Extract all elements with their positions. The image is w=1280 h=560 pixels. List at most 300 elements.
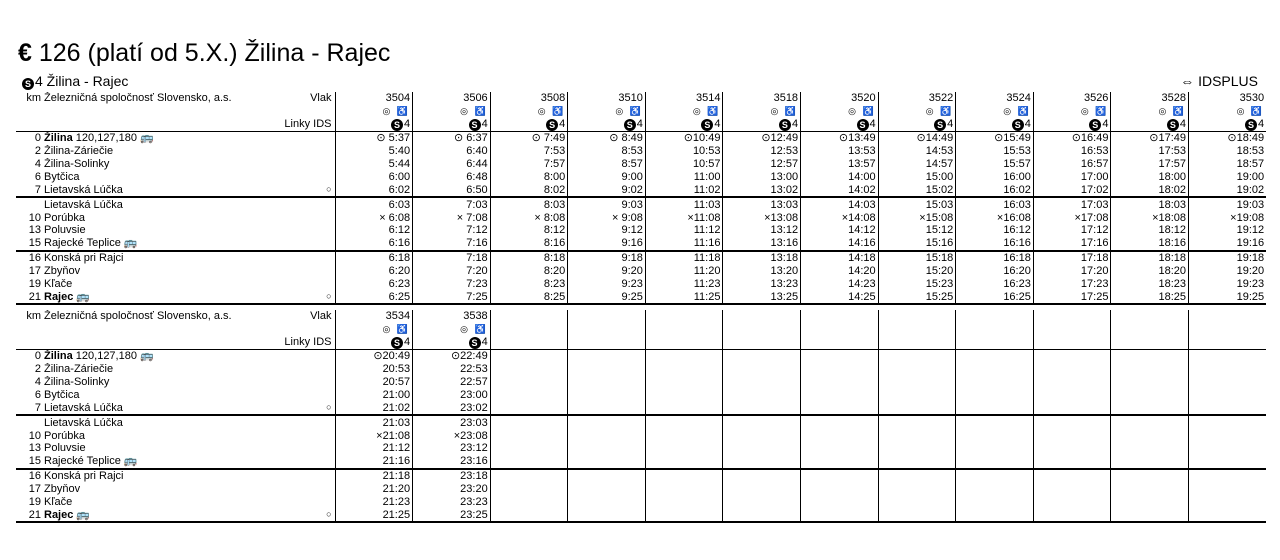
time-cell — [956, 429, 1034, 442]
station-name: Žilina — [44, 132, 73, 145]
services-spacer — [42, 323, 335, 336]
time-cell: 19:12 — [1189, 224, 1267, 237]
station-cell — [42, 496, 335, 509]
time-cell — [1189, 429, 1267, 442]
time-cell: 16:23 — [956, 278, 1034, 291]
time-cell: ⊙15:49 — [956, 131, 1034, 144]
time-cell — [801, 376, 879, 389]
time-cell: × 7:08 — [413, 211, 491, 224]
service-symbols: ◎ ♿ — [413, 323, 491, 336]
time-cell: 8:53 — [568, 145, 646, 158]
time-cell: 18:18 — [1111, 251, 1189, 265]
timetable-block-1 — [16, 92, 1266, 305]
time-cell — [1189, 415, 1267, 429]
time-cell — [878, 442, 956, 455]
vlak-label: Vlak — [310, 92, 332, 104]
time-cell: 19:02 — [1189, 183, 1267, 197]
time-cell — [1189, 388, 1267, 401]
train-number: 3510 — [568, 92, 646, 105]
time-cell: 11:20 — [645, 265, 723, 278]
time-cell: 17:25 — [1033, 290, 1111, 304]
time-cell — [645, 508, 723, 522]
time-cell: 14:18 — [801, 251, 879, 265]
km-value: 15 — [28, 237, 41, 250]
time-cell: 15:23 — [878, 278, 956, 291]
time-cell: 6:48 — [413, 170, 491, 183]
time-cell — [1111, 508, 1189, 522]
station-cell — [42, 145, 335, 158]
time-cell: 8:16 — [490, 237, 568, 251]
time-cell: 16:16 — [956, 237, 1034, 251]
time-cell — [723, 363, 801, 376]
station-extra: 🚌 — [120, 237, 138, 250]
time-cell: ×18:08 — [1111, 211, 1189, 224]
time-cell — [645, 429, 723, 442]
time-cell: 7:16 — [413, 237, 491, 251]
suburban-line-icon: S — [1089, 119, 1101, 131]
table-row — [16, 265, 1266, 278]
time-cell — [956, 349, 1034, 362]
time-cell: ⊙20:49 — [335, 349, 413, 362]
time-cell — [490, 469, 568, 483]
operator-cell — [42, 310, 335, 323]
time-cell: 15:16 — [878, 237, 956, 251]
time-cell: 6:40 — [413, 145, 491, 158]
time-cell: 15:02 — [878, 183, 956, 197]
time-cell — [1111, 376, 1189, 389]
time-cell — [956, 508, 1034, 522]
station-cell — [42, 211, 335, 224]
line-badge-cell — [723, 118, 801, 132]
line-badge-cell — [645, 118, 723, 132]
time-cell: × 9:08 — [568, 211, 646, 224]
time-cell: ⊙18:49 — [1189, 131, 1267, 144]
time-cell — [1111, 496, 1189, 509]
time-cell — [723, 469, 801, 483]
time-cell — [490, 508, 568, 522]
train-number — [801, 310, 879, 323]
service-symbols — [723, 323, 801, 336]
time-cell: 19:23 — [1189, 278, 1267, 291]
time-cell: 18:53 — [1189, 145, 1267, 158]
station-cell — [42, 224, 335, 237]
time-cell: 6:12 — [335, 224, 413, 237]
table-row — [16, 429, 1266, 442]
time-cell — [490, 496, 568, 509]
time-cell: ×23:08 — [413, 429, 491, 442]
time-cell — [490, 349, 568, 362]
time-cell — [1189, 401, 1267, 415]
time-cell — [801, 429, 879, 442]
time-cell — [723, 496, 801, 509]
train-number — [490, 310, 568, 323]
table-row — [16, 401, 1266, 415]
time-cell — [568, 376, 646, 389]
km-value: 4 — [34, 158, 41, 170]
time-cell: 8:03 — [490, 197, 568, 211]
time-cell: 11:00 — [645, 170, 723, 183]
time-cell — [878, 496, 956, 509]
header-row-lines — [16, 336, 1266, 350]
time-cell: 17:12 — [1033, 224, 1111, 237]
time-cell — [801, 401, 879, 415]
time-cell: 17:02 — [1033, 183, 1111, 197]
km-value: 19 — [28, 496, 41, 509]
time-cell: 21:02 — [335, 401, 413, 415]
time-cell: 15:20 — [878, 265, 956, 278]
time-cell — [956, 388, 1034, 401]
time-cell — [490, 429, 568, 442]
linky-cell — [42, 118, 335, 132]
service-symbols — [878, 323, 956, 336]
time-cell — [723, 349, 801, 362]
time-cell: 11:16 — [645, 237, 723, 251]
time-cell: 23:16 — [413, 455, 491, 469]
time-cell: 8:18 — [490, 251, 568, 265]
time-cell: 14:53 — [878, 145, 956, 158]
time-cell — [1189, 363, 1267, 376]
time-cell — [1033, 496, 1111, 509]
time-cell — [878, 363, 956, 376]
line-badge-cell — [335, 118, 413, 132]
time-cell: 12:57 — [723, 158, 801, 171]
line-number: 4 — [1024, 117, 1031, 130]
train-number: 3520 — [801, 92, 879, 105]
station-name: Zbyňov — [44, 265, 81, 278]
table-row — [16, 508, 1266, 522]
operator-name: Železničná spoločnosť Slovensko, a.s. — [44, 310, 232, 323]
time-cell: 17:03 — [1033, 197, 1111, 211]
station-name: Kľače — [44, 278, 73, 291]
table-row — [16, 237, 1266, 251]
time-cell — [723, 388, 801, 401]
time-cell: 9:02 — [568, 183, 646, 197]
table-row — [16, 483, 1266, 496]
suburban-line-icon: S — [934, 119, 946, 131]
km-value: 7 — [34, 183, 41, 196]
suburban-line-icon: S — [391, 337, 403, 349]
service-symbols — [1033, 323, 1111, 336]
time-cell: ⊙10:49 — [645, 131, 723, 144]
time-cell: 16:25 — [956, 290, 1034, 304]
time-cell — [645, 401, 723, 415]
time-cell — [1111, 401, 1189, 415]
time-cell — [568, 363, 646, 376]
time-cell: 13:20 — [723, 265, 801, 278]
km-header: km — [26, 92, 41, 105]
time-cell: 20:53 — [335, 363, 413, 376]
time-cell — [1111, 429, 1189, 442]
time-cell — [1189, 483, 1267, 496]
time-cell: 15:57 — [956, 158, 1034, 171]
time-cell: 14:25 — [801, 290, 879, 304]
train-number: 3530 — [1189, 92, 1267, 105]
table-row — [16, 158, 1266, 171]
table-row — [16, 442, 1266, 455]
time-cell: 6:20 — [335, 265, 413, 278]
suburban-line-icon: S — [469, 119, 481, 131]
station-cell — [42, 469, 335, 483]
time-cell: 8:20 — [490, 265, 568, 278]
time-cell: ×17:08 — [1033, 211, 1111, 224]
timetable-block-2 — [16, 310, 1266, 523]
table-row — [16, 290, 1266, 304]
line-badge-cell — [1189, 118, 1267, 132]
line-number: 4 — [1102, 117, 1109, 130]
time-cell: 6:02 — [335, 183, 413, 197]
train-number: 3524 — [956, 92, 1034, 105]
time-cell: 7:03 — [413, 197, 491, 211]
time-cell: 7:20 — [413, 265, 491, 278]
time-cell: 13:57 — [801, 158, 879, 171]
time-cell — [1033, 388, 1111, 401]
time-cell — [568, 508, 646, 522]
time-cell: 14:03 — [801, 197, 879, 211]
time-cell — [956, 455, 1034, 469]
time-cell: 15:12 — [878, 224, 956, 237]
time-cell: 6:18 — [335, 251, 413, 265]
table-row — [16, 170, 1266, 183]
ids-label — [1180, 73, 1258, 89]
table-row — [16, 349, 1266, 362]
time-cell: 21:18 — [335, 469, 413, 483]
time-cell: ⊙14:49 — [878, 131, 956, 144]
time-cell: 17:53 — [1111, 145, 1189, 158]
line-badge-cell — [413, 118, 491, 132]
time-cell: 7:57 — [490, 158, 568, 171]
time-cell — [801, 469, 879, 483]
station-cell — [42, 158, 335, 171]
train-number: 3534 — [335, 310, 413, 323]
stop-ring-icon: ○ — [326, 184, 332, 195]
linky-label: Linky IDS — [284, 117, 332, 130]
time-cell — [1033, 363, 1111, 376]
suburban-line-icon: S — [391, 119, 403, 131]
time-cell: ⊙12:49 — [723, 131, 801, 144]
time-cell: ⊙ 5:37 — [335, 131, 413, 144]
train-number — [956, 310, 1034, 323]
time-cell: 9:16 — [568, 237, 646, 251]
time-cell — [801, 442, 879, 455]
km-value: 10 — [28, 429, 41, 442]
operator-cell — [42, 92, 335, 105]
km-value: 0 — [16, 131, 42, 144]
table-row — [16, 415, 1266, 429]
time-cell: ⊙13:49 — [801, 131, 879, 144]
time-cell: 21:00 — [335, 388, 413, 401]
time-cell: 9:23 — [568, 278, 646, 291]
station-cell — [42, 197, 335, 211]
time-cell — [568, 429, 646, 442]
time-cell: 21:23 — [335, 496, 413, 509]
service-symbols: ◎ ♿ — [1189, 105, 1267, 118]
time-cell: ⊙17:49 — [1111, 131, 1189, 144]
time-cell: 23:23 — [413, 496, 491, 509]
time-cell: 21:12 — [335, 442, 413, 455]
time-cell — [645, 388, 723, 401]
line-number: 4 — [403, 117, 411, 130]
time-cell — [956, 401, 1034, 415]
station-extra: 120,127,180 🚌 — [72, 350, 154, 363]
line-badge-cell — [413, 336, 491, 350]
train-number — [568, 310, 646, 323]
line-number: 4 — [636, 117, 643, 130]
suburban-line-icon: S — [469, 337, 481, 349]
train-number: 3518 — [723, 92, 801, 105]
linky-label: Linky IDS — [284, 335, 332, 348]
time-cell: ⊙ 6:37 — [413, 131, 491, 144]
table-row — [16, 145, 1266, 158]
time-cell: 19:16 — [1189, 237, 1267, 251]
time-cell — [490, 388, 568, 401]
table-row — [16, 211, 1266, 224]
service-symbols: ◎ ♿ — [335, 105, 413, 118]
time-cell — [645, 442, 723, 455]
km-spacer — [16, 105, 42, 118]
station-name: Kľače — [44, 496, 73, 509]
suburban-line-icon: S — [22, 78, 34, 90]
time-cell — [1111, 415, 1189, 429]
time-cell: 13:25 — [723, 290, 801, 304]
time-cell: ⊙22:49 — [413, 349, 491, 362]
time-cell: ⊙16:49 — [1033, 131, 1111, 144]
time-cell: 8:12 — [490, 224, 568, 237]
station-name: Lietavská Lúčka — [44, 183, 123, 196]
time-cell: 14:57 — [878, 158, 956, 171]
line-number: 4 — [791, 117, 799, 130]
station-cell — [42, 388, 335, 401]
line-badge-cell — [956, 336, 1034, 350]
time-cell — [878, 508, 956, 522]
table-row — [16, 278, 1266, 291]
operator-name: Železničná spoločnosť Slovensko, a.s. — [44, 92, 232, 105]
time-cell: 7:12 — [413, 224, 491, 237]
line-number: 4 — [559, 117, 566, 130]
time-cell: 16:53 — [1033, 145, 1111, 158]
stop-ring-icon: ○ — [326, 509, 332, 520]
time-cell: 17:16 — [1033, 237, 1111, 251]
station-extra: 🚌 — [73, 508, 91, 521]
time-cell — [568, 349, 646, 362]
header-row-services — [16, 105, 1266, 118]
time-cell — [1033, 429, 1111, 442]
km-value: 4 — [34, 376, 41, 388]
train-number: 3514 — [645, 92, 723, 105]
time-cell: 19:00 — [1189, 170, 1267, 183]
time-cell: 13:53 — [801, 145, 879, 158]
time-cell: 14:16 — [801, 237, 879, 251]
time-cell: 16:18 — [956, 251, 1034, 265]
time-cell — [878, 469, 956, 483]
service-symbols: ◎ ♿ — [568, 105, 646, 118]
station-name: Lietavská Lúčka — [44, 401, 123, 414]
time-cell — [723, 415, 801, 429]
linky-cell — [42, 336, 335, 350]
station-extra: 🚌 — [73, 290, 91, 303]
line-number: 4 — [481, 117, 488, 130]
station-extra: 120,127,180 🚌 — [72, 132, 154, 145]
table-row — [16, 388, 1266, 401]
time-cell — [645, 376, 723, 389]
km-value — [16, 197, 42, 211]
time-cell — [645, 483, 723, 496]
ids-label-text: IDSPLUS — [1198, 73, 1258, 89]
time-cell — [1189, 376, 1267, 389]
station-name: Bytčica — [44, 388, 80, 401]
time-cell: × 8:08 — [490, 211, 568, 224]
time-cell — [1189, 442, 1267, 455]
line-number: 4 — [1258, 117, 1265, 130]
time-cell — [1033, 376, 1111, 389]
line-badge-cell — [490, 336, 568, 350]
station-cell — [42, 363, 335, 376]
time-cell: 11:18 — [645, 251, 723, 265]
time-cell — [801, 388, 879, 401]
time-cell — [490, 415, 568, 429]
station-cell — [42, 237, 335, 251]
time-cell: ×13:08 — [723, 211, 801, 224]
time-cell: 23:12 — [413, 442, 491, 455]
km-value — [16, 415, 42, 429]
station-name: Poluvsie — [44, 442, 86, 455]
service-symbols — [568, 323, 646, 336]
time-cell: 6:44 — [413, 158, 491, 171]
station-name: Žilina — [44, 350, 73, 363]
service-symbols: ◎ ♿ — [801, 105, 879, 118]
train-number — [878, 310, 956, 323]
time-cell: 14:00 — [801, 170, 879, 183]
station-cell — [42, 429, 335, 442]
time-cell: ×21:08 — [335, 429, 413, 442]
km-value: 21 — [16, 290, 42, 304]
line-badge-cell — [490, 118, 568, 132]
time-cell — [1111, 483, 1189, 496]
time-cell — [1033, 483, 1111, 496]
km-value: 6 — [34, 170, 41, 183]
time-cell — [801, 455, 879, 469]
train-number: 3528 — [1111, 92, 1189, 105]
time-cell: 18:20 — [1111, 265, 1189, 278]
time-cell: 18:25 — [1111, 290, 1189, 304]
service-symbols — [1111, 323, 1189, 336]
time-cell: 22:57 — [413, 376, 491, 389]
time-cell — [801, 349, 879, 362]
time-cell — [490, 455, 568, 469]
time-cell — [568, 455, 646, 469]
km-value: 21 — [16, 508, 42, 522]
train-number: 3506 — [413, 92, 491, 105]
time-cell — [568, 483, 646, 496]
km-value: 2 — [34, 145, 41, 158]
table-row — [16, 363, 1266, 376]
train-number: 3522 — [878, 92, 956, 105]
time-cell: 18:03 — [1111, 197, 1189, 211]
km-value: 19 — [28, 278, 41, 291]
time-cell: 19:25 — [1189, 290, 1267, 304]
line-badge-cell — [1111, 336, 1189, 350]
time-cell: 21:20 — [335, 483, 413, 496]
line-badge-cell — [568, 336, 646, 350]
time-cell: 23:03 — [413, 415, 491, 429]
train-number — [1111, 310, 1189, 323]
time-cell: 18:57 — [1189, 158, 1267, 171]
station-name: Žilina-Solinky — [44, 376, 110, 388]
time-cell — [723, 483, 801, 496]
station-cell — [42, 455, 335, 469]
suburban-line-icon: S — [701, 119, 713, 131]
header-row-services — [16, 323, 1266, 336]
time-cell — [956, 376, 1034, 389]
